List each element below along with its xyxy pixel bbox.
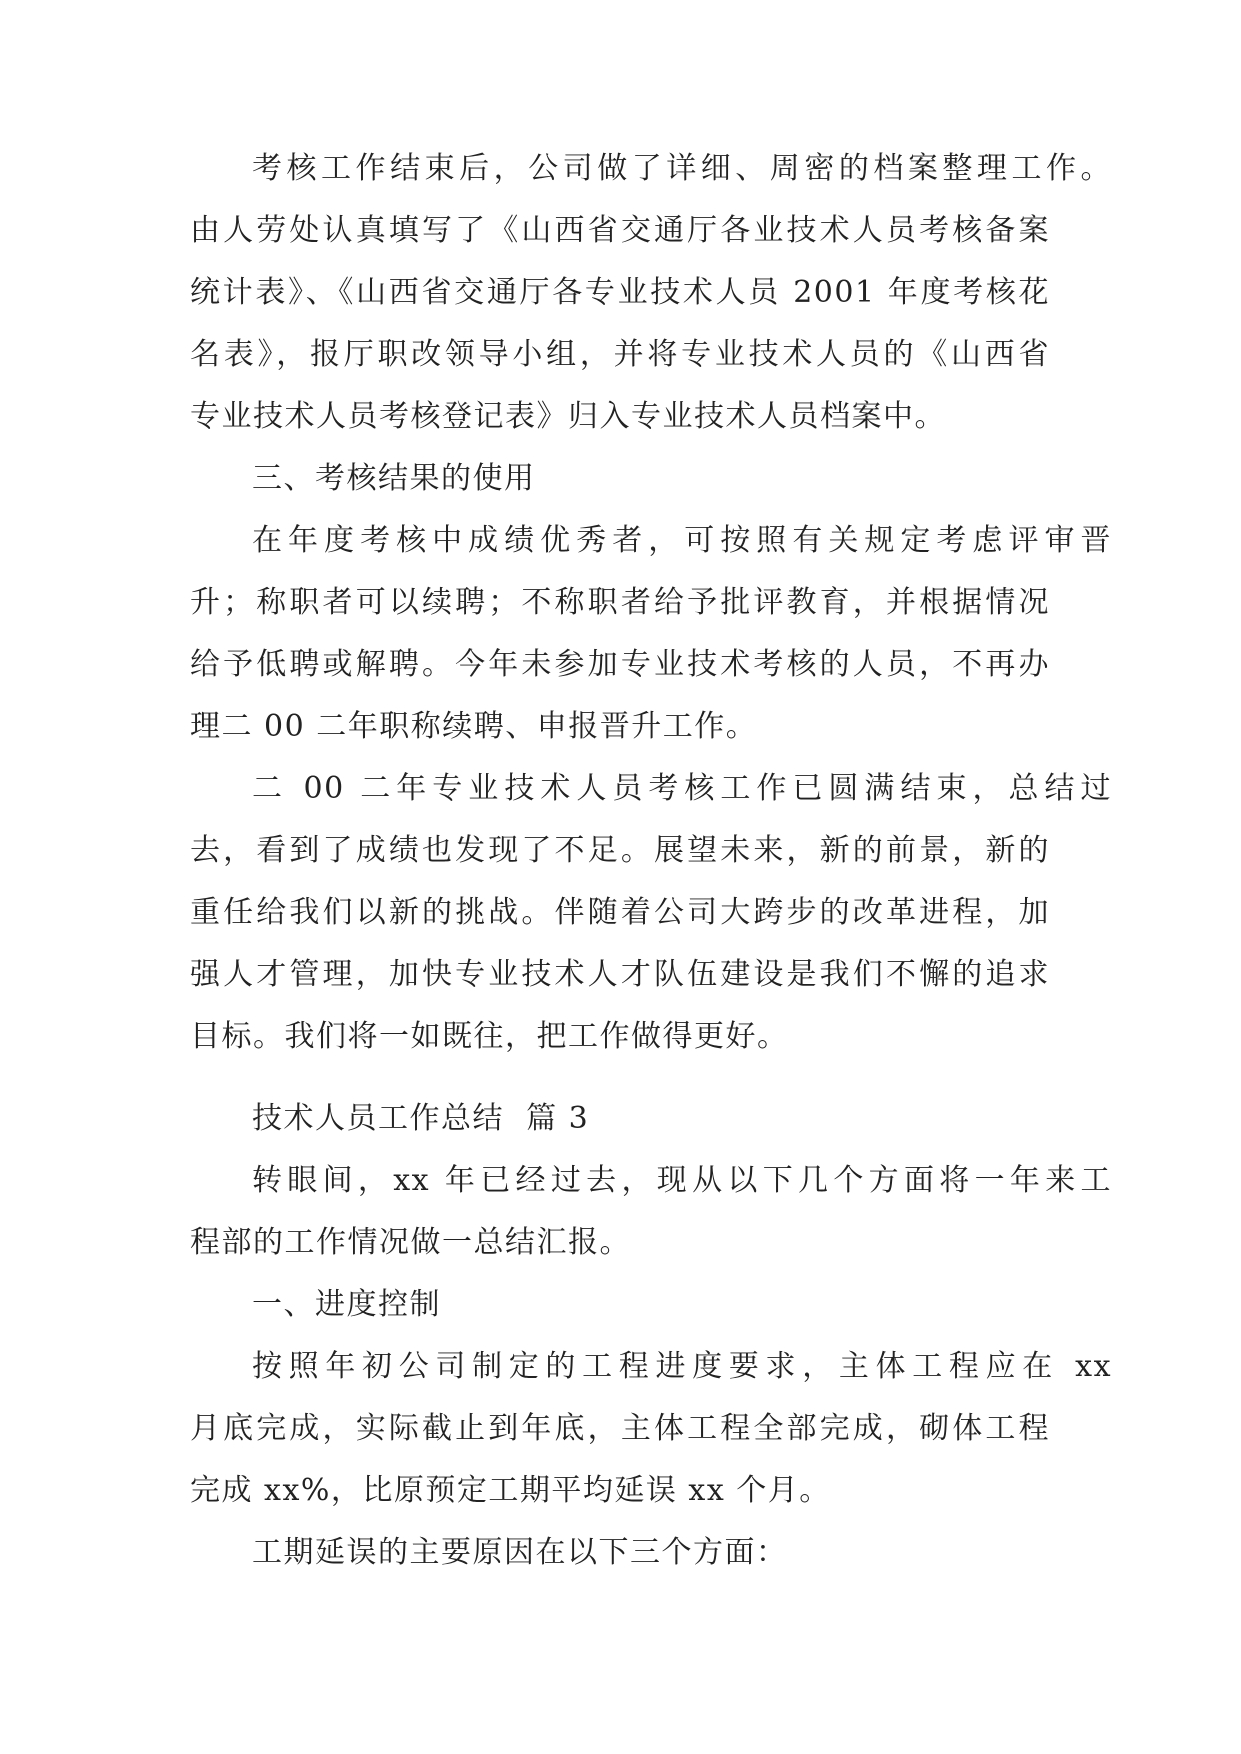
paragraph-line: 程部的工作情况做一总结汇报。 xyxy=(190,1225,631,1260)
paragraph-line: 去，看到了成绩也发现了不足。展望未来，新的前景，新的 xyxy=(190,833,1050,868)
paragraph-line: 转眼间，xx 年已经过去，现从以下几个方面将一年来工 xyxy=(252,1163,1112,1198)
paragraph-line: 目标。我们将一如既往，把工作做得更好。 xyxy=(190,1019,789,1054)
section-heading: 一、进度控制 xyxy=(252,1287,441,1322)
paragraph-line: 完成 xx%，比原预定工期平均延误 xx 个月。 xyxy=(190,1473,831,1508)
paragraph-line: 二 00 二年专业技术人员考核工作已圆满结束，总结过 xyxy=(252,771,1112,806)
paragraph-line: 按照年初公司制定的工程进度要求，主体工程应在 xx xyxy=(252,1349,1112,1384)
paragraph-line: 工期延误的主要原因在以下三个方面： xyxy=(252,1535,788,1570)
paragraph-line: 专业技术人员考核登记表》归入专业技术人员档案中。 xyxy=(190,399,946,434)
section-heading: 三、考核结果的使用 xyxy=(252,461,536,496)
paragraph-line: 理二 00 二年职称续聘、申报晋升工作。 xyxy=(190,709,758,744)
paragraph-line: 月底完成，实际截止到年底，主体工程全部完成，砌体工程 xyxy=(190,1411,1050,1446)
paragraph-line: 重任给我们以新的挑战。伴随着公司大跨步的改革进程，加 xyxy=(190,895,1050,930)
paragraph-line: 统计表》、《山西省交通厅各专业技术人员 2001 年度考核花 xyxy=(190,275,1050,310)
paragraph-line: 名表》，报厅职改领导小组，并将专业技术人员的《山西省 xyxy=(190,337,1050,372)
paragraph-line: 给予低聘或解聘。今年未参加专业技术考核的人员，不再办 xyxy=(190,647,1050,682)
article-title: 技术人员工作总结 篇 3 xyxy=(252,1101,590,1136)
paragraph-line: 考核工作结束后，公司做了详细、周密的档案整理工作。 xyxy=(252,151,1112,186)
paragraph-line: 强人才管理，加快专业技术人才队伍建设是我们不懈的追求 xyxy=(190,957,1050,992)
paragraph-line: 由人劳处认真填写了《山西省交通厅各业技术人员考核备案 xyxy=(190,213,1050,248)
paragraph-line: 在年度考核中成绩优秀者，可按照有关规定考虑评审晋 xyxy=(252,523,1112,558)
paragraph-line: 升；称职者可以续聘；不称职者给予批评教育，并根据情况 xyxy=(190,585,1050,620)
